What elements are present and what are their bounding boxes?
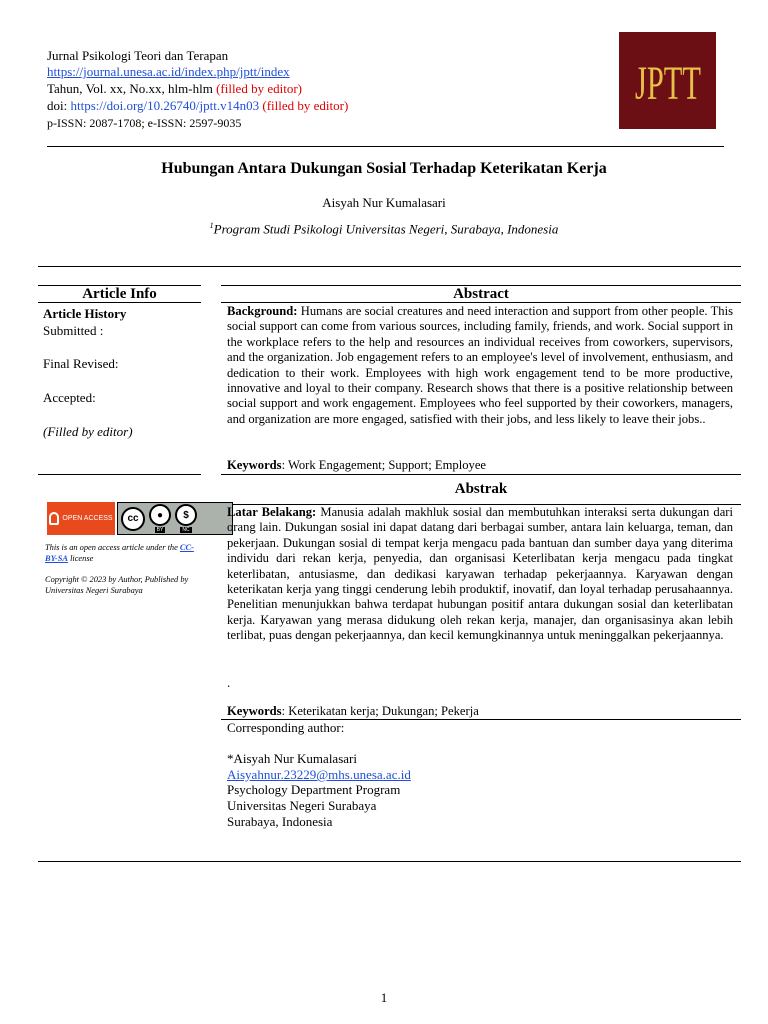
abstract-keywords <box>227 458 733 473</box>
nc-label: NC <box>182 527 190 533</box>
article-history-label: Article History <box>43 306 127 321</box>
open-access-label: OPEN ACCESS <box>62 515 113 522</box>
abstract-bottom-rule <box>221 474 741 475</box>
article-info-heading: Article Info <box>82 286 157 302</box>
license-prefix: This is an open access article under the <box>45 543 178 552</box>
journal-logo <box>619 32 716 129</box>
corresponding-name: *Aisyah Nur Kumalasari <box>227 751 357 766</box>
abstrak-keywords-label: Keywords <box>227 704 282 718</box>
article-info-bottom-rule <box>38 474 201 475</box>
cc-license-badge[interactable] <box>117 502 233 535</box>
abstrak-keywords <box>227 704 733 719</box>
abstract-body <box>227 304 733 427</box>
journal-url-link[interactable]: https://journal.unesa.ac.id/index.php/jptt/index <box>47 64 290 79</box>
open-lock-icon <box>49 512 59 525</box>
doi-line <box>47 98 348 114</box>
corresponding-univ: Universitas Negeri Surabaya <box>227 798 377 813</box>
logo-letters: JPTT <box>634 56 701 110</box>
abstract-background-label: Background: <box>227 304 298 318</box>
abstract-background-text: Humans are social creatures and need interaction and support from other people. This social support can come from various sources, including family, friends, and work. Social support in the workplace refers to the help and resources an individual receives from coworkers, supervisors, and the organization. Job engagement refers to an employee's level of involvement, enthusiasm, and dedication to their work. Employees with high work engagement tend to be more productive, innovative and loyal to their company. Research shows that there is a positive relationship between social support and work engagement. Employees who feel supported by their coworkers, managers, and organization are more engaged, satisfied with their jobs, and less likely to leave their jobs.. <box>227 304 733 426</box>
doi-link[interactable]: https://doi.org/10.26740/jptt.v14n03 <box>70 98 260 113</box>
open-access-badge[interactable] <box>47 502 115 535</box>
corresponding-dept: Psychology Department Program <box>227 782 401 797</box>
abstrak-body <box>227 505 733 644</box>
volume-info: Tahun, Vol. xx, No.xx, hlm-hlm <box>47 81 213 96</box>
accepted-label: Accepted: <box>43 390 96 405</box>
attribution-person-icon: ● <box>149 504 171 526</box>
corresponding-email-line <box>227 767 733 783</box>
cc-by-group <box>149 504 171 533</box>
license-suffix: license <box>70 554 94 563</box>
abstrak-background-text: Manusia adalah makhluk sosial dan membutuhkan interaksi serta dukungan dari orang lain. Dukungan sosial ini dapat datang dari berbagai sumber, antara lain keluarga, teman, dan pekerjaan. Dukungan sosial di tempat kerja mengacu pada bantuan dan sumber daya yang diterima individu dari rekan kerja, penyedia, dan organisasi Keterlibatan kerja mengacu pada tingkat keterlibatan, antusiasme, dan dedikasi karyawan terhadap pekerjaannya. Karyawan dengan keterikatan kerja yang tinggi cenderung lebih produktif, inovatif, dan loyal terhadap perusahaannya. Penelitian menunjukkan bahwa terdapat hubungan positif antara dukungan sosial dan keterlibatan kerja. Karyawan yang merasa didukung oleh rekan kerja, manajer, dan organisasinya akan lebih terlibat, puas dengan pekerjaannya, dan kecil kemungkinannya untuk meninggalkan pekerjaannya. <box>227 505 734 643</box>
volume-line <box>47 81 302 97</box>
page-number: 1 <box>380 990 388 1005</box>
abstrak-keywords-text: : Keterikatan kerja; Dukungan; Pekerja <box>281 704 479 718</box>
corresponding-email-link[interactable]: Aisyahnur.23229@mhs.unesa.ac.id <box>227 767 411 782</box>
section-bottom-rule <box>38 861 741 862</box>
volume-editor-note: (filled by editor) <box>216 81 302 96</box>
affiliation-superscript: 1 <box>209 221 214 230</box>
creative-commons-icon: cc <box>121 507 145 531</box>
final-revised-label: Final Revised: <box>43 356 119 371</box>
abstrak-background-label: Latar Belakang: <box>227 505 317 519</box>
abstrak-dot: . <box>227 676 231 690</box>
paper-affiliation <box>0 221 768 237</box>
license-statement <box>45 542 205 564</box>
abstract-keywords-label: Keywords <box>227 458 282 472</box>
cc-by-sa-link[interactable]: CC-BY-SA <box>45 543 194 563</box>
license-badges <box>47 502 233 535</box>
paper-title: Hubungan Antara Dukungan Sosial Terhadap Keterikatan Kerja <box>161 160 607 177</box>
header-divider <box>47 146 724 147</box>
abstract-heading: Abstract <box>453 286 509 302</box>
journal-url-line <box>47 64 290 80</box>
corresponding-city: Surabaya, Indonesia <box>227 814 333 829</box>
filled-by-editor-note: (Filled by editor) <box>43 424 133 439</box>
doi-label: doi: <box>47 98 68 113</box>
cc-nc-group <box>175 504 197 533</box>
journal-name: Jurnal Psikologi Teori dan Terapan <box>47 48 229 63</box>
copyright-statement: Copyright © 2023 by Author, Published by Universitas Negeri Surabaya <box>45 575 189 595</box>
paper-author: Aisyah Nur Kumalasari <box>322 195 446 210</box>
jptt-logo-mark <box>633 51 703 111</box>
issn-line: p-ISSN: 2087-1708; e-ISSN: 2597-9035 <box>47 116 242 130</box>
noncommercial-dollar-icon: $ <box>175 504 197 526</box>
submitted-label: Submitted : <box>43 323 104 338</box>
corresponding-label: Corresponding author: <box>227 720 345 735</box>
abstract-keywords-text: : Work Engagement; Support; Employee <box>281 458 486 472</box>
doi-editor-note: (filled by editor) <box>262 98 349 113</box>
abstrak-heading: Abstrak <box>454 481 508 497</box>
section-top-rule <box>38 266 741 267</box>
by-label: BY <box>156 527 164 533</box>
affiliation-text: Program Studi Psikologi Universitas Negeri, Surabaya, Indonesia <box>213 221 559 237</box>
